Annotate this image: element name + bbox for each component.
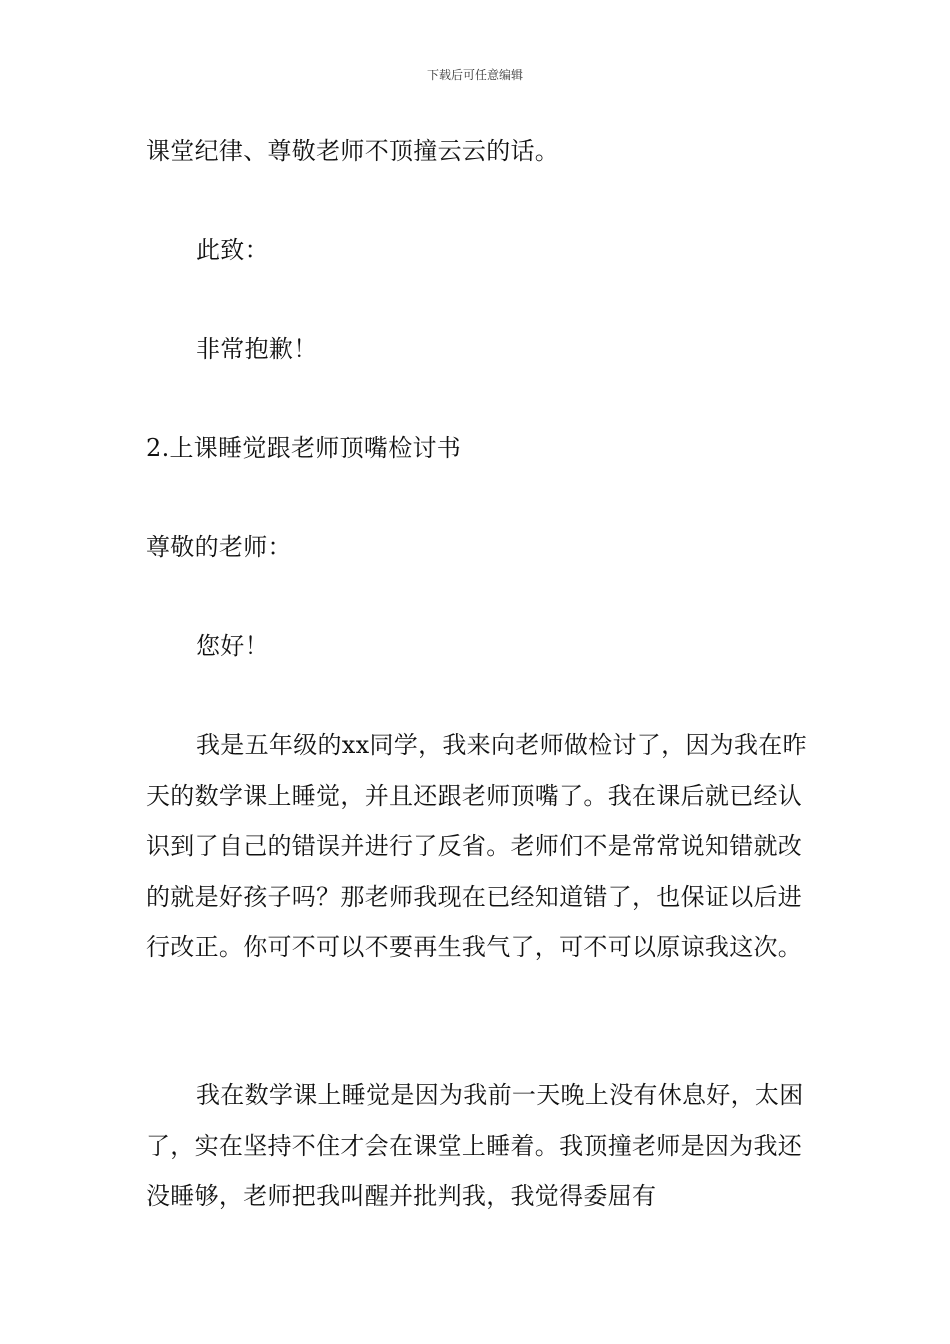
text-line-1: 课堂纪律、尊敬老师不顶撞云云的话。 bbox=[146, 137, 560, 165]
greeting-line: 尊敬的老师： bbox=[146, 533, 292, 561]
section-title: 2.上课睡觉跟老师顶嘴检讨书 bbox=[146, 434, 462, 462]
closing-salutation: 此致： bbox=[196, 236, 269, 264]
apology-line: 非常抱歉！ bbox=[196, 335, 318, 363]
paragraph-2: 我在数学课上睡觉是因为我前一天晚上没有休息好，太困了，实在坚持不住才会在课堂上睡着。我顶撞老师是因为我还没睡够，老师把我叫醒并批判我，我觉得委屈有 bbox=[146, 1081, 804, 1211]
hello-line: 您好！ bbox=[196, 632, 269, 660]
page-header: 下载后可任意编辑 bbox=[426, 68, 523, 82]
paragraph-1: 我是五年级的xx同学，我来向老师做检讨了，因为我在昨天的数学课上睡觉，并且还跟老师顶嘴了。我在课后就已经认识到了自己的错误并进行了反省。老师们不是常常说知错就改的就是好孩子吗？那老师我现在已经知道错了，也保证以后进行改正。你可不可以不要再生我气了，可不可以原谅我这次。 bbox=[146, 731, 807, 962]
